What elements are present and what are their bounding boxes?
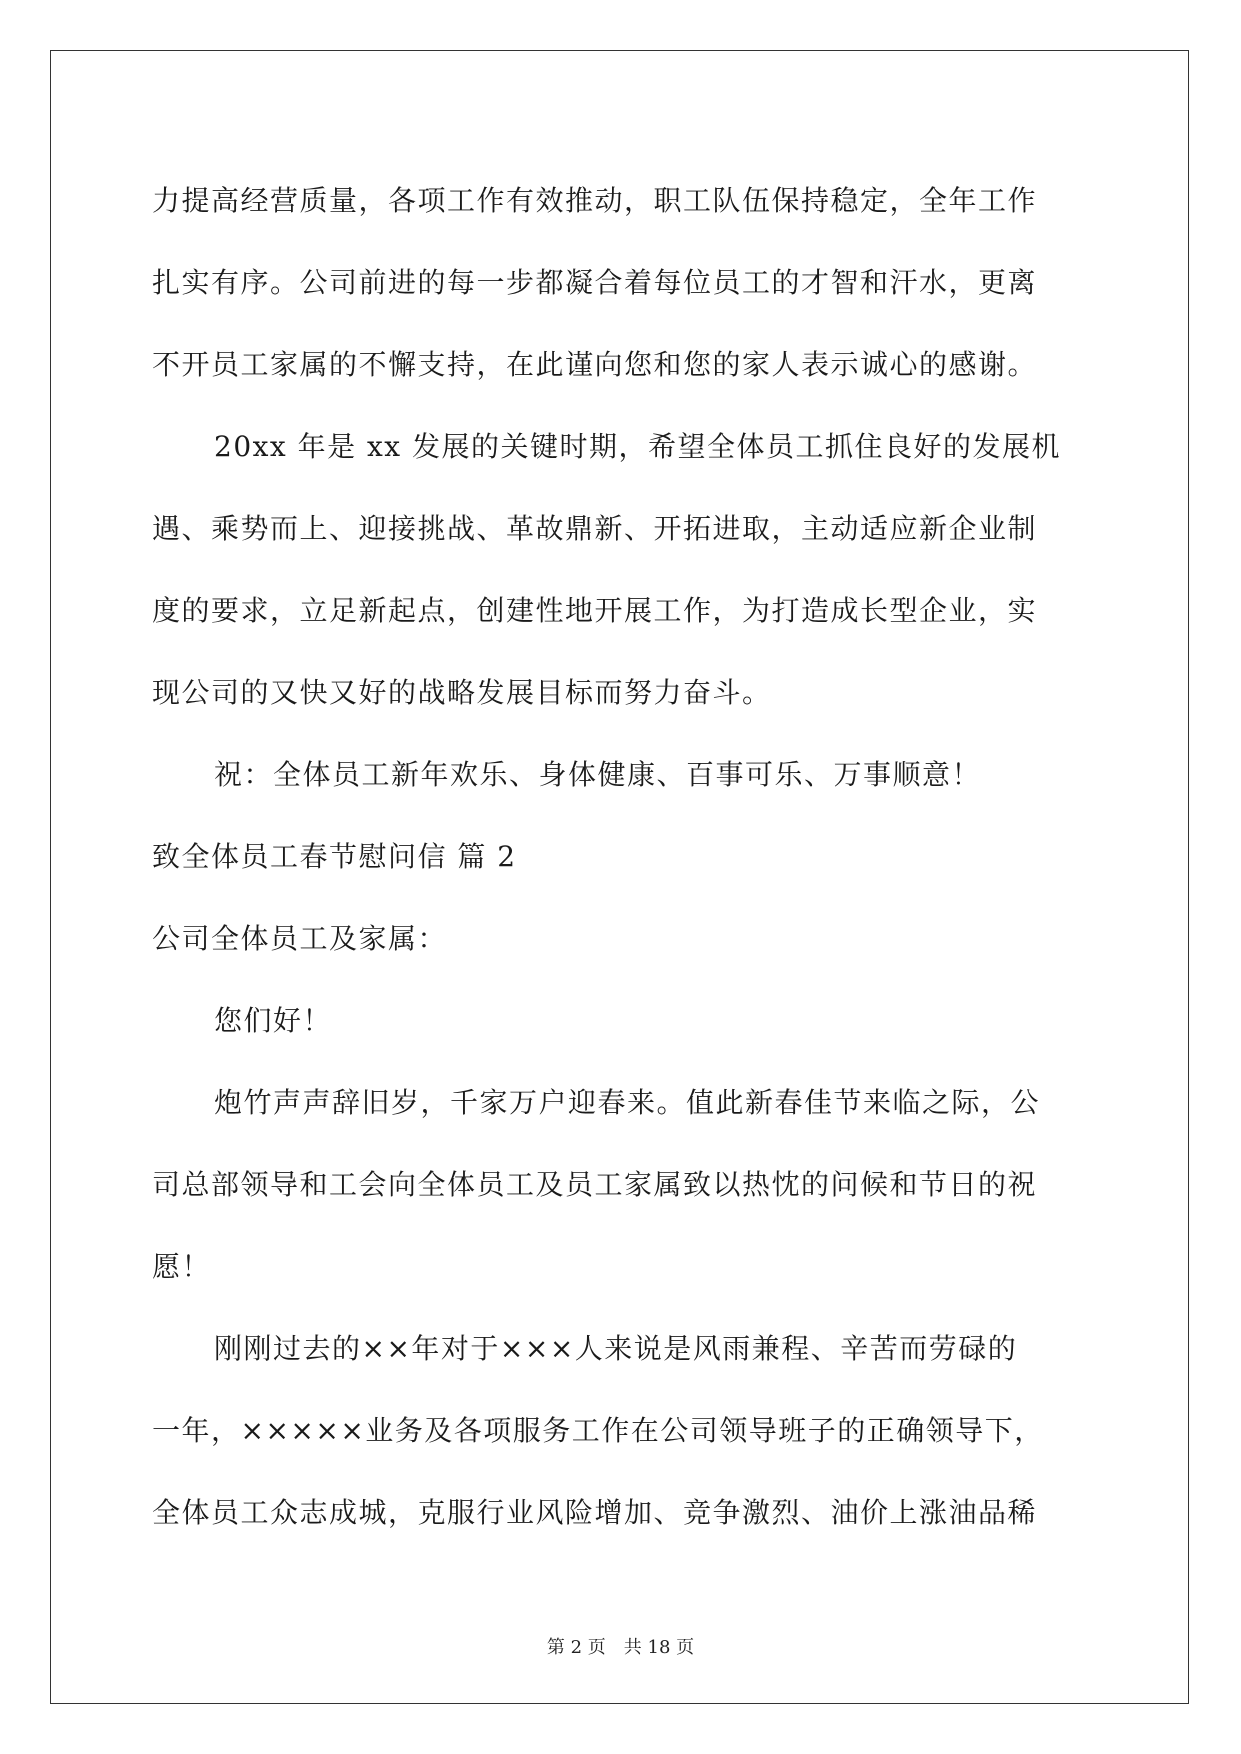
paragraph-line: 遇、乘势而上、迎接挑战、革故鼎新、开拓进取，主动适应新企业制 xyxy=(152,512,1038,545)
salutation: 公司全体员工及家属： xyxy=(152,922,448,955)
paragraph-line: 刚刚过去的××年对于×××人来说是风雨兼程、辛苦而劳碌的 xyxy=(214,1332,1018,1365)
paragraph-line: 不开员工家属的不懈支持，在此谨向您和您的家人表示诚心的感谢。 xyxy=(152,348,1038,381)
paragraph-line: 司总部领导和工会向全体员工及员工家属致以热忱的问候和节日的祝 xyxy=(152,1168,1038,1201)
paragraph-line: 20xx 年是 xx 发展的关键时期，希望全体员工抓住良好的发展机 xyxy=(214,430,1061,463)
paragraph-line: 现公司的又快又好的战略发展目标而努力奋斗。 xyxy=(152,676,772,709)
paragraph-line: 全体员工众志成城，克服行业风险增加、竞争激烈、油价上涨油品稀 xyxy=(152,1496,1038,1529)
section-title: 致全体员工春节慰问信 篇 2 xyxy=(152,840,517,873)
paragraph-line: 炮竹声声辞旧岁，千家万户迎春来。值此新春佳节来临之际，公 xyxy=(214,1086,1041,1119)
paragraph-line: 力提高经营质量，各项工作有效推动，职工队伍保持稳定，全年工作 xyxy=(152,184,1038,217)
closing-wish: 祝：全体员工新年欢乐、身体健康、百事可乐、万事顺意！ xyxy=(214,758,982,791)
page-footer xyxy=(0,1633,1241,1659)
paragraph-line: 扎实有序。公司前进的每一步都凝合着每位员工的才智和汗水，更离 xyxy=(152,266,1038,299)
document-body xyxy=(152,160,1092,1554)
greeting: 您们好！ xyxy=(214,1004,333,1037)
page-number: 第 2 页 xyxy=(546,1637,606,1658)
page-total: 共 18 页 xyxy=(623,1637,695,1658)
paragraph-line: 度的要求，立足新起点，创建性地开展工作，为打造成长型企业，实 xyxy=(152,594,1038,627)
paragraph-line: 愿！ xyxy=(152,1250,212,1283)
paragraph-line: 一年，×××××业务及各项服务工作在公司领导班子的正确领导下， xyxy=(152,1414,1044,1447)
